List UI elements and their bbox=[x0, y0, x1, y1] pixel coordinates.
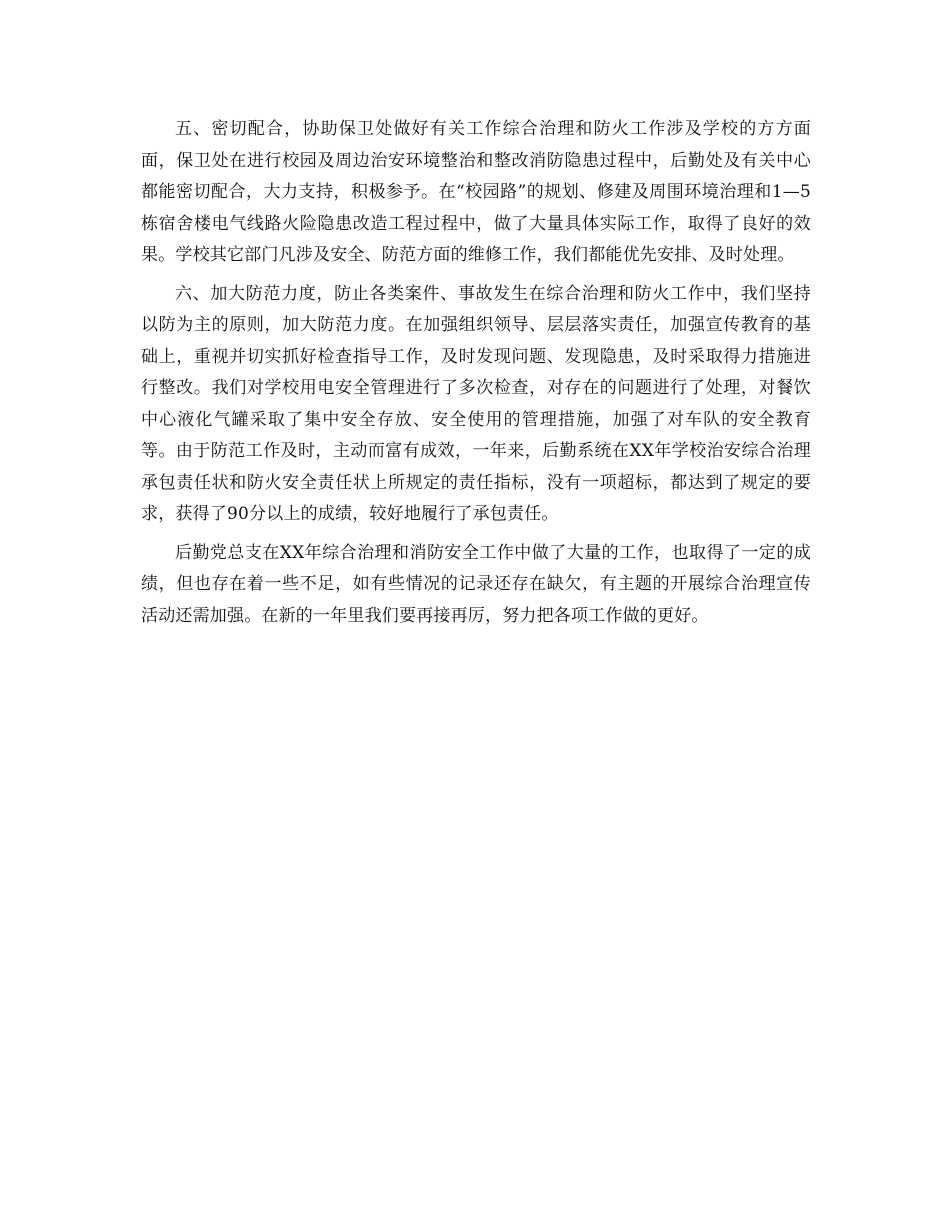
document-body bbox=[141, 114, 811, 639]
paragraph-section-six: 六、加大防范力度，防止各类案件、事故发生在综合治理和防火工作中，我们坚持以防为主的原则，加大防范力度。在加强组织领导、层层落实责任，加强宣传教育的基础上，重视并切实抓好检查指导工作，及时发现问题、发现隐患，及时采取得力措施进行整改。我们对学校用电安全管理进行了多次检查，对存在的问题进行了处理，对餐饮中心液化气罐采取了集中安全存放、安全使用的管理措施，加强了对车队的安全教育等。由于防范工作及时，主动而富有成效，一年来，后勤系统在XX年学校治安综合治理承包责任状和防火安全责任状上所规定的责任指标，没有一项超标，都达到了规定的要求，获得了90分以上的成绩，较好地履行了承包责任。 bbox=[141, 283, 811, 524]
paragraph-summary: 后勤党总支在XX年综合治理和消防安全工作中做了大量的工作，也取得了一定的成绩，但也存在着一些不足，如有些情况的记录还存在缺欠，有主题的开展综合治理宣传活动还需加强。在新的一年里我们要再接再厉，努力把各项工作做的更好。 bbox=[141, 542, 811, 626]
paragraph-section-five: 五、密切配合，协助保卫处做好有关工作综合治理和防火工作涉及学校的方方面面，保卫处在进行校园及周边治安环境整治和整改消防隐患过程中，后勤处及有关中心都能密切配合，大力支持，积极参予。在“校园路”的规划、修建及周围环境治理和1—5栋宿舍楼电气线路火险隐患改造工程过程中，做了大量具体实际工作，取得了良好的效果。学校其它部门凡涉及安全、防范方面的维修工作，我们都能优先安排、及时处理。 bbox=[141, 119, 811, 265]
